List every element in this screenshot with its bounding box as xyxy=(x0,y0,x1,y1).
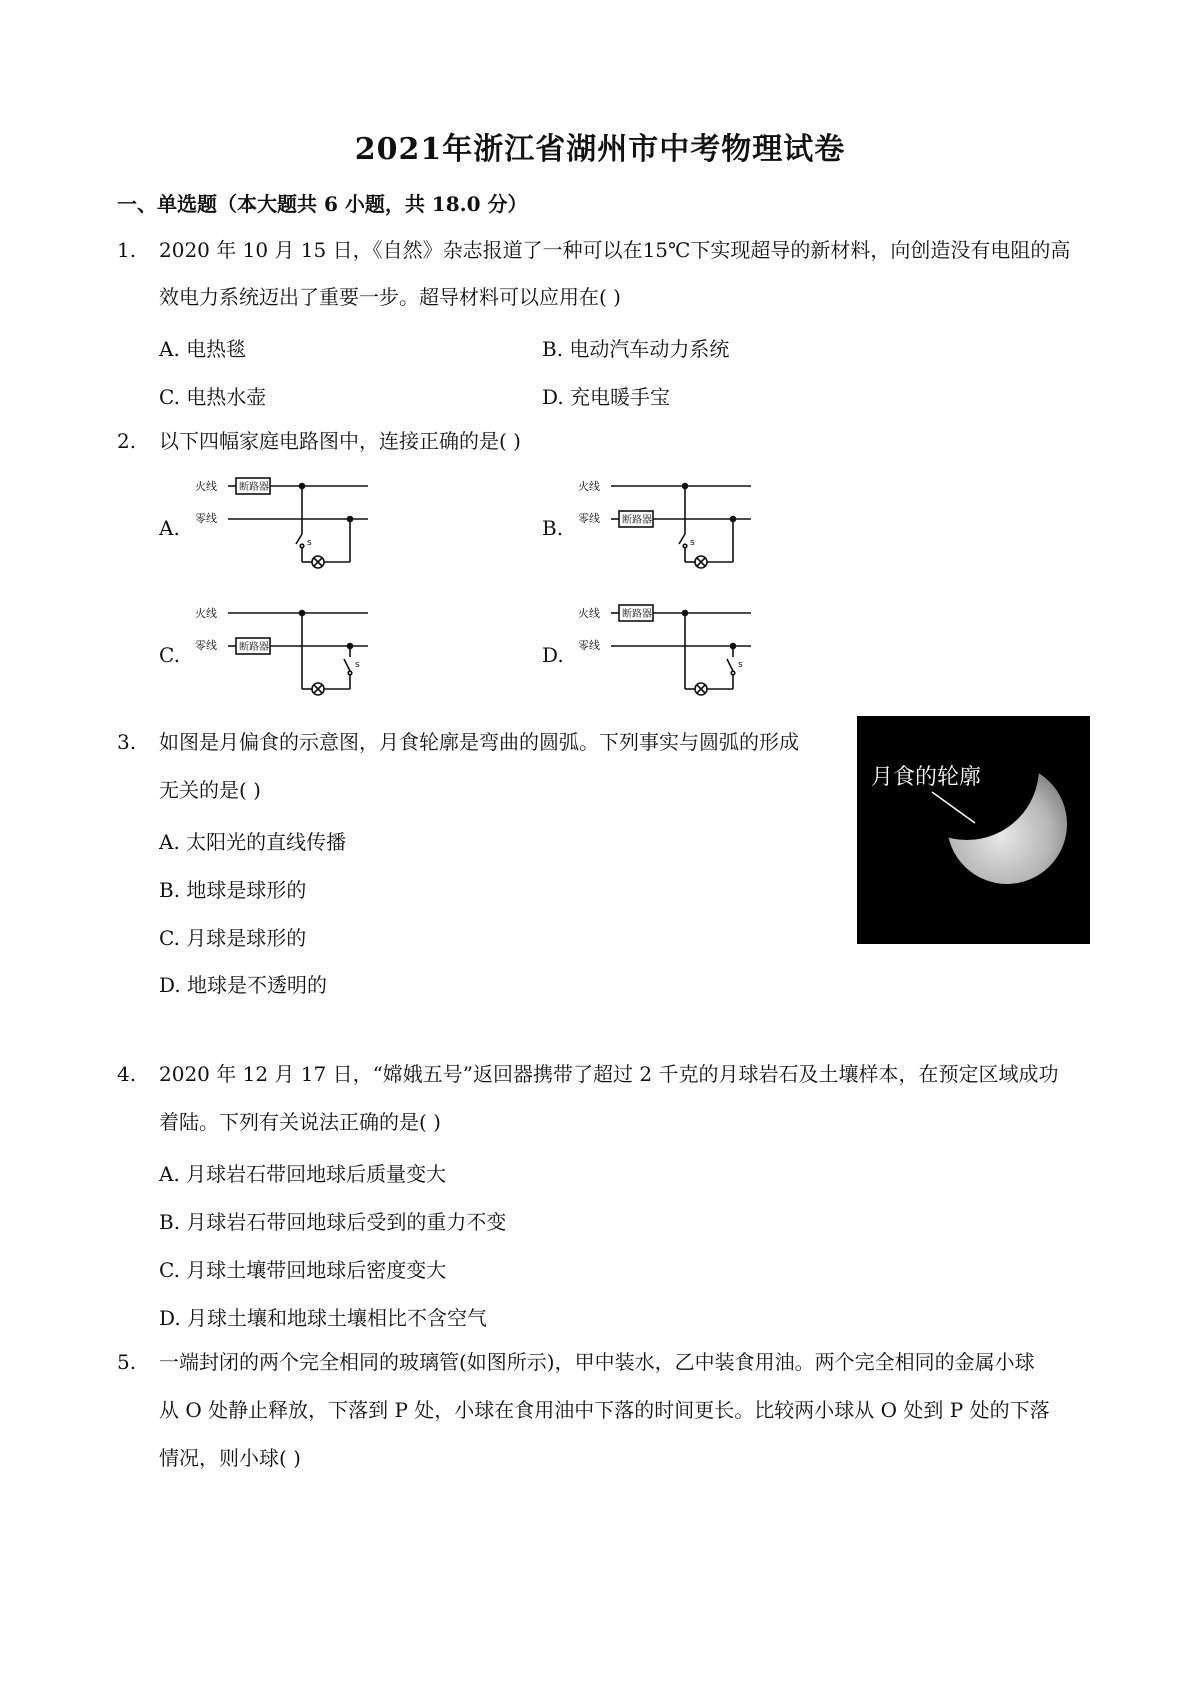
live-wire-label: 火线 xyxy=(195,607,217,620)
switch-label: s xyxy=(307,538,312,548)
question-text: 一端封闭的两个完全相同的玻璃管(如图所示)，甲中装水，乙中装食用油。两个完全相同的金属小球 xyxy=(159,1350,1035,1374)
section-heading: 一、单选题（本大题共 6 小题，共 18.0 分） xyxy=(117,192,528,216)
live-wire-label: 火线 xyxy=(578,607,600,620)
question-text: 2020 年 12 月 17 日，“嫦娥五号”返回器携带了超过 2 千克的月球岩石及土壤样本，在预定区域成功 xyxy=(159,1062,1059,1086)
breaker-label: 断路器 xyxy=(622,609,652,620)
option-a: A. 太阳光的直线传播 xyxy=(159,830,347,854)
option-c: C. xyxy=(159,643,180,667)
option-d: D. 月球土壤和地球土壤相比不含空气 xyxy=(159,1306,488,1330)
circuit-diagram-d xyxy=(573,597,753,707)
option-b: B. 电动汽车动力系统 xyxy=(542,337,730,361)
neutral-wire-label: 零线 xyxy=(578,512,600,525)
lunar-eclipse-image xyxy=(857,716,1090,944)
option-d: D. 充电暖手宝 xyxy=(542,385,671,409)
option-d: D. xyxy=(542,643,564,667)
eclipse-outline-label: 月食的轮廓 xyxy=(871,765,982,790)
live-wire-label: 火线 xyxy=(578,480,600,493)
switch-label: s xyxy=(738,660,743,670)
circuit-diagram-b xyxy=(573,470,753,580)
option-b: B. xyxy=(542,516,564,540)
option-b: B. 月球岩石带回地球后受到的重力不变 xyxy=(159,1210,507,1234)
question-number: 1. xyxy=(117,238,137,262)
question-text: 效电力系统迈出了重要一步。超导材料可以应用在( ) xyxy=(159,285,621,309)
switch-label: s xyxy=(355,660,360,670)
question-text: 以下四幅家庭电路图中，连接正确的是( ) xyxy=(159,429,521,453)
option-b: B. 地球是球形的 xyxy=(159,878,307,902)
question-text: 2020 年 10 月 15 日，《自然》杂志报道了一种可以在15℃下实现超导的新材料，向创造没有电阻的高 xyxy=(159,238,1071,262)
question-number: 2. xyxy=(117,429,137,453)
option-c: C. 电热水壶 xyxy=(159,385,267,409)
question-text: 从 O 处静止释放，下落到 P 处，小球在食用油中下落的时间更长。比较两小球从 O 处到 P 处的下落 xyxy=(159,1398,1050,1422)
question-text: 无关的是( ) xyxy=(159,778,261,802)
switch-label: s xyxy=(690,538,695,548)
moon-partial-eclipse-icon xyxy=(857,716,1090,944)
circuit-diagram-c xyxy=(190,597,370,707)
question-text: 如图是月偏食的示意图，月食轮廓是弯曲的圆弧。下列事实与圆弧的形成 xyxy=(159,730,799,754)
option-a: A. xyxy=(159,516,180,540)
option-d: D. 地球是不透明的 xyxy=(159,973,328,997)
option-a: A. 电热毯 xyxy=(159,337,247,361)
question-number: 3. xyxy=(117,730,137,754)
breaker-label: 断路器 xyxy=(622,515,652,526)
live-wire-label: 火线 xyxy=(195,480,217,493)
neutral-wire-label: 零线 xyxy=(195,639,217,652)
option-c: C. 月球土壤带回地球后密度变大 xyxy=(159,1258,447,1282)
question-text: 情况，则小球( ) xyxy=(159,1446,301,1470)
page-title: 2021年浙江省湖州市中考物理试卷 xyxy=(354,132,846,167)
neutral-wire-label: 零线 xyxy=(578,639,600,652)
circuit-diagram-a xyxy=(190,470,370,580)
question-number: 4. xyxy=(117,1062,137,1086)
option-a: A. 月球岩石带回地球后质量变大 xyxy=(159,1162,447,1186)
neutral-wire-label: 零线 xyxy=(195,512,217,525)
option-c: C. 月球是球形的 xyxy=(159,926,307,950)
question-text: 着陆。下列有关说法正确的是( ) xyxy=(159,1110,441,1134)
breaker-label: 断路器 xyxy=(239,482,269,493)
question-number: 5. xyxy=(117,1350,137,1374)
breaker-label: 断路器 xyxy=(239,642,269,653)
